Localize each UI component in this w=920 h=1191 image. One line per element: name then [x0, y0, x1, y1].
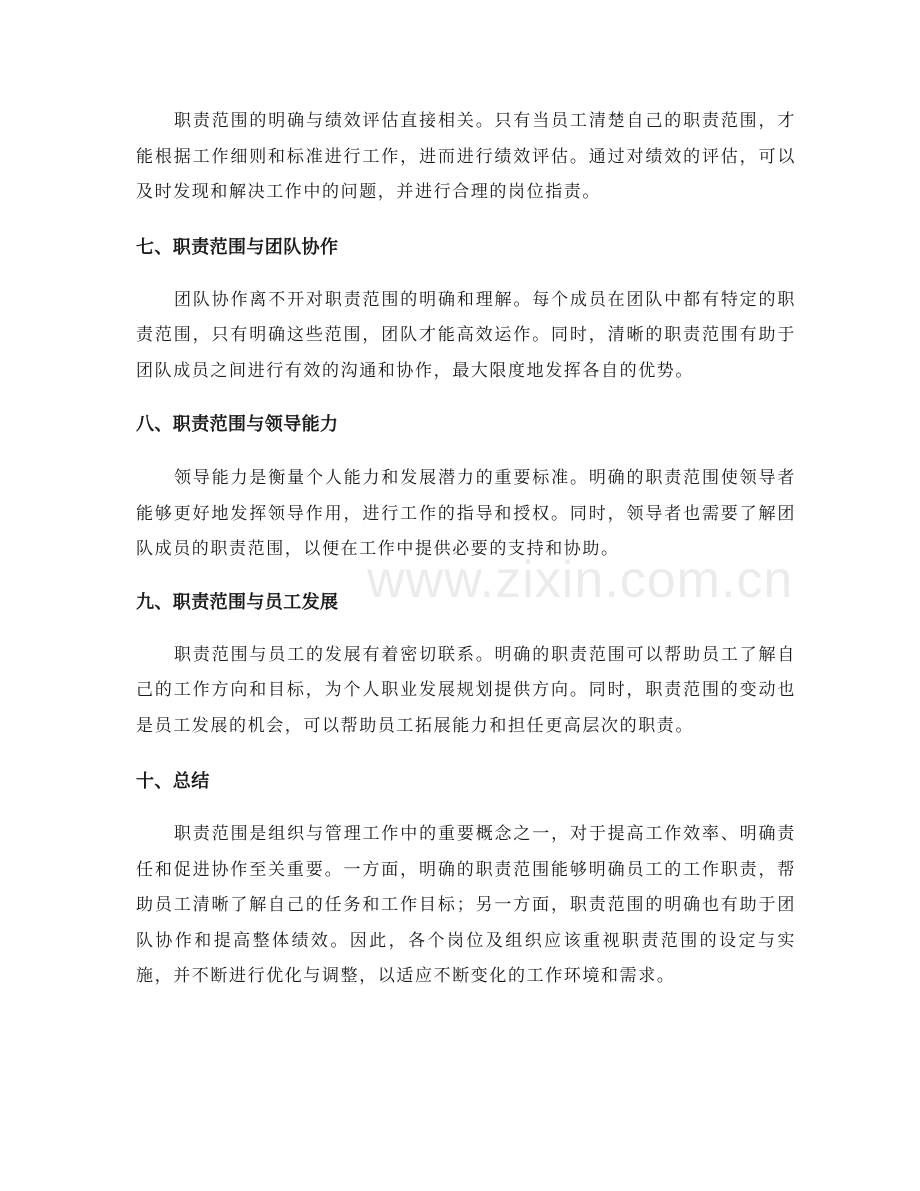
- section-paragraph-9: 职责范围与员工的发展有着密切联系。明确的职责范围可以帮助员工了解自己的工作方向和目标，为个人职业发展规划提供方向。同时，职责范围的变动也是员工发展的机会，可以帮助员工拓展能力和担任更高层次的职责。: [136, 644, 796, 736]
- watermark-text: www.zixin.com.cn: [367, 551, 794, 609]
- section-paragraph-7: 团队协作离不开对职责范围的明确和理解。每个成员在团队中都有特定的职责范围，只有明确这些范围，团队才能高效运作。同时，清晰的职责范围有助于团队成员之间进行有效的沟通和协作，最大限度地发挥各自的优势。: [136, 289, 796, 381]
- intro-paragraph: 职责范围的明确与绩效评估直接相关。只有当员工清楚自己的职责范围，才能根据工作细则和标准进行工作，进而进行绩效评估。通过对绩效的评估，可以及时发现和解决工作中的问题，并进行合理的岗位指责。: [136, 111, 796, 202]
- section-heading-10: 十、总结: [136, 771, 210, 792]
- section-paragraph-10: 职责范围是组织与管理工作中的重要概念之一，对于提高工作效率、明确责任和促进协作至关重要。一方面，明确的职责范围能够明确员工的工作职责，帮助员工清晰了解自己的任务和工作目标；另一方面，职责范围的明确也有助于团队协作和提高整体绩效。因此，各个岗位及组织应该重视职责范围的设定与实施，并不断进行优化与调整，以适应不断变化的工作环境和需求。: [136, 824, 796, 986]
- section-heading-9: 九、职责范围与员工发展: [136, 591, 339, 613]
- section-heading-7: 七、职责范围与团队协作: [136, 236, 339, 258]
- document-body: [136, 104, 796, 995]
- section-paragraph-8: 领导能力是衡量个人能力和发展潜力的重要标准。明确的职责范围使领导者能够更好地发挥领导作用，进行工作的指导和授权。同时，领导者也需要了解团队成员的职责范围，以便在工作中提供必要的支持和协助。: [136, 468, 796, 559]
- section-heading-8: 八、职责范围与领导能力: [136, 414, 339, 435]
